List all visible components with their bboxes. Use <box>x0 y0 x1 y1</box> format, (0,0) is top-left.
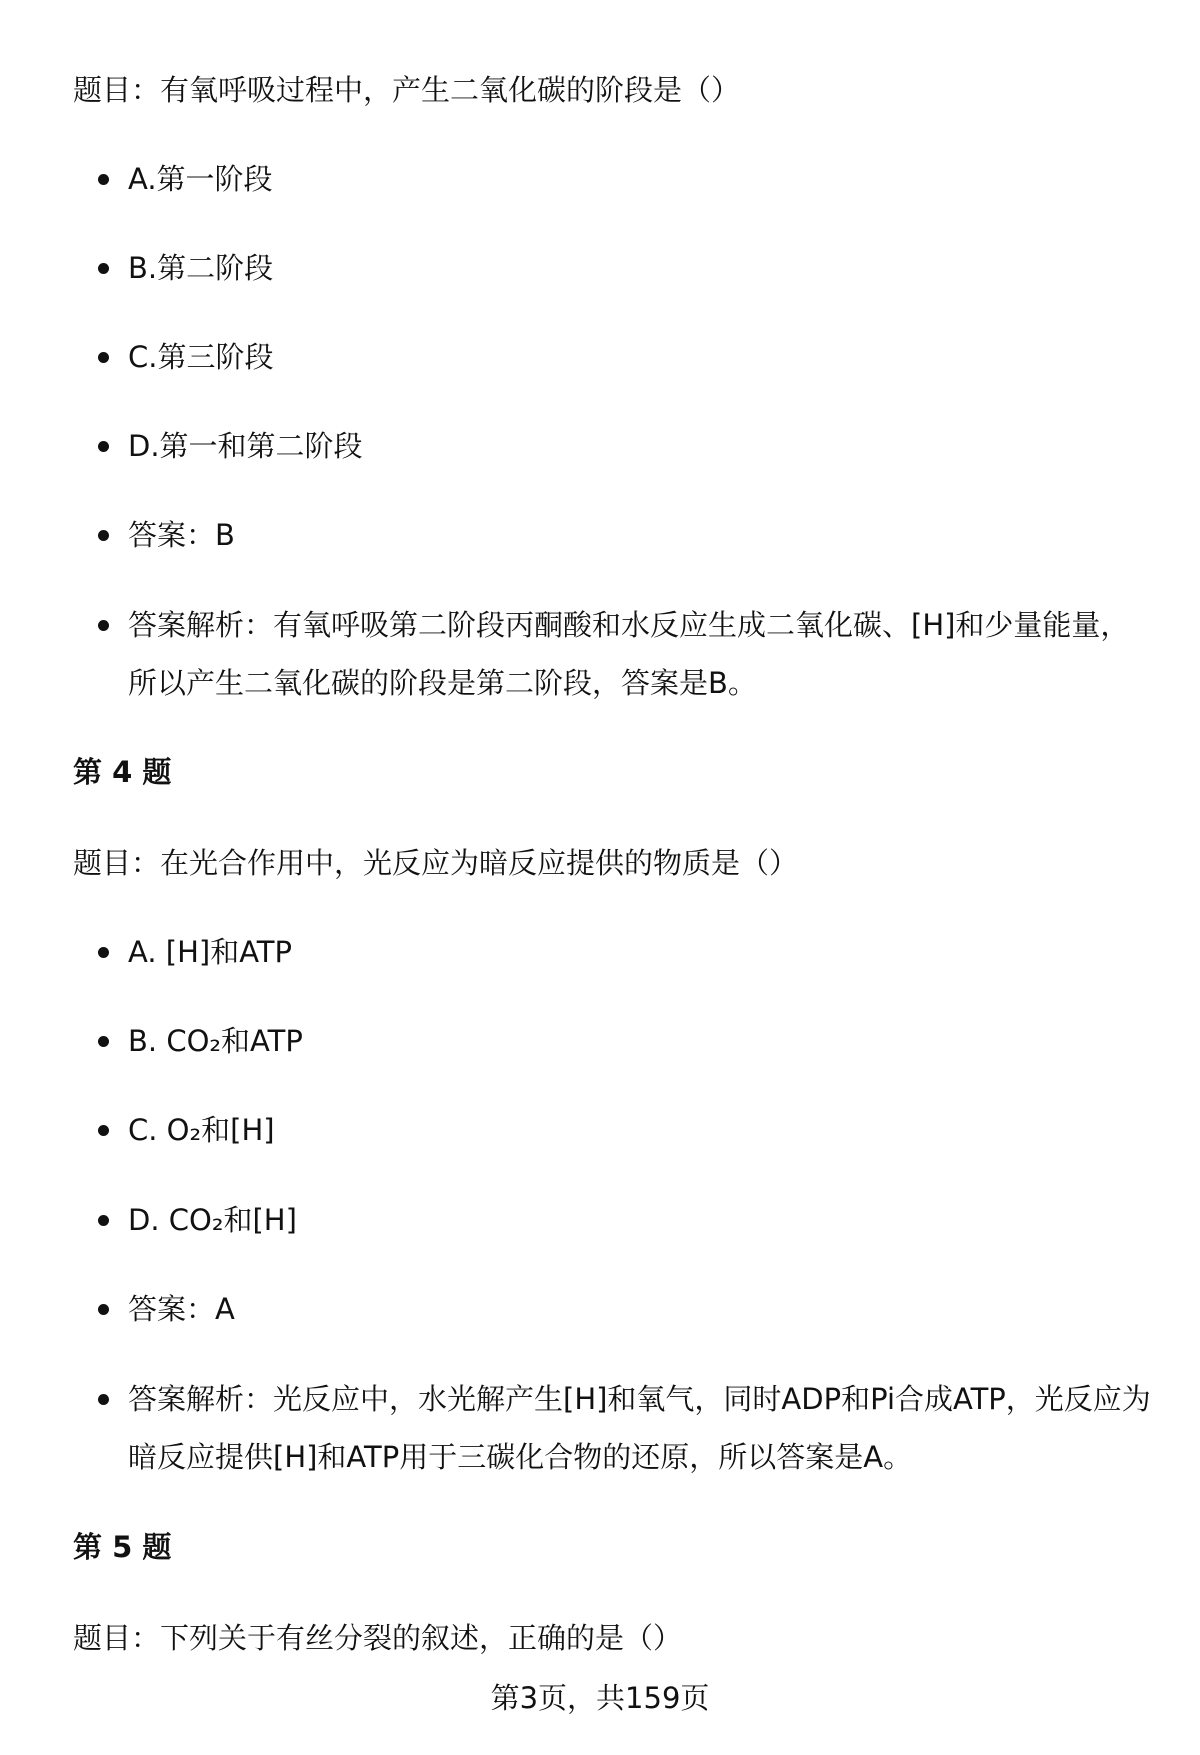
q3-answer-text: 答案：B <box>128 518 235 552</box>
q4-explanation <box>128 1370 1158 1486</box>
q4-option-c-text: C. O₂和[H] <box>128 1113 275 1147</box>
q5-heading: 第 5 题 <box>73 1530 172 1564</box>
bullet-icon <box>98 441 109 452</box>
bullet-icon <box>98 1125 109 1136</box>
q4-explanation-text: 答案解析：光反应中，水光解产生[H]和氧气，同时ADP和Pi合成ATP，光反应为暗反应提供[H]和ATP用于三碳化合物的还原，所以答案是A。 <box>128 1382 1151 1474</box>
q3-explanation <box>128 596 1158 712</box>
q4-answer-text: 答案：A <box>128 1292 235 1326</box>
bullet-icon <box>98 947 109 958</box>
bullet-icon <box>98 1304 109 1315</box>
q4-answer <box>128 1280 1158 1338</box>
q4-option-a <box>128 923 1158 981</box>
q4-question: 题目：在光合作用中，光反应为暗反应提供的物质是（） <box>73 846 799 880</box>
q4-option-b <box>128 1012 1158 1070</box>
q3-option-b <box>128 239 1158 297</box>
q3-option-d <box>128 417 1158 475</box>
q4-option-b-text: B. CO₂和ATP <box>128 1024 303 1058</box>
q4-option-d <box>128 1191 1158 1249</box>
q3-option-b-text: B.第二阶段 <box>128 251 274 285</box>
q3-question: 题目：有氧呼吸过程中，产生二氧化碳的阶段是（） <box>73 73 741 107</box>
q3-explanation-text: 答案解析：有氧呼吸第二阶段丙酮酸和水反应生成二氧化碳、[H]和少量能量，所以产生二氧化碳的阶段是第二阶段，答案是B。 <box>128 608 1130 700</box>
q4-heading: 第 4 题 <box>73 755 172 789</box>
bullet-icon <box>98 620 109 631</box>
q3-option-a-text: A.第一阶段 <box>128 162 273 196</box>
bullet-icon <box>98 1215 109 1226</box>
q3-option-d-text: D.第一和第二阶段 <box>128 429 363 463</box>
q3-answer <box>128 506 1158 564</box>
q5-question: 题目：下列关于有丝分裂的叙述，正确的是（） <box>73 1621 683 1655</box>
bullet-icon <box>98 174 109 185</box>
bullet-icon <box>98 1036 109 1047</box>
page-number-footer: 第3页，共159页 <box>490 1681 710 1715</box>
bullet-icon <box>98 352 109 363</box>
q3-option-c-text: C.第三阶段 <box>128 340 274 374</box>
q4-option-c <box>128 1101 1158 1159</box>
bullet-icon <box>98 530 109 541</box>
q3-option-a <box>128 150 1158 208</box>
q3-option-c <box>128 328 1158 386</box>
bullet-icon <box>98 1394 109 1405</box>
bullet-icon <box>98 263 109 274</box>
q4-option-a-text: A. [H]和ATP <box>128 935 292 969</box>
q4-option-d-text: D. CO₂和[H] <box>128 1203 297 1237</box>
